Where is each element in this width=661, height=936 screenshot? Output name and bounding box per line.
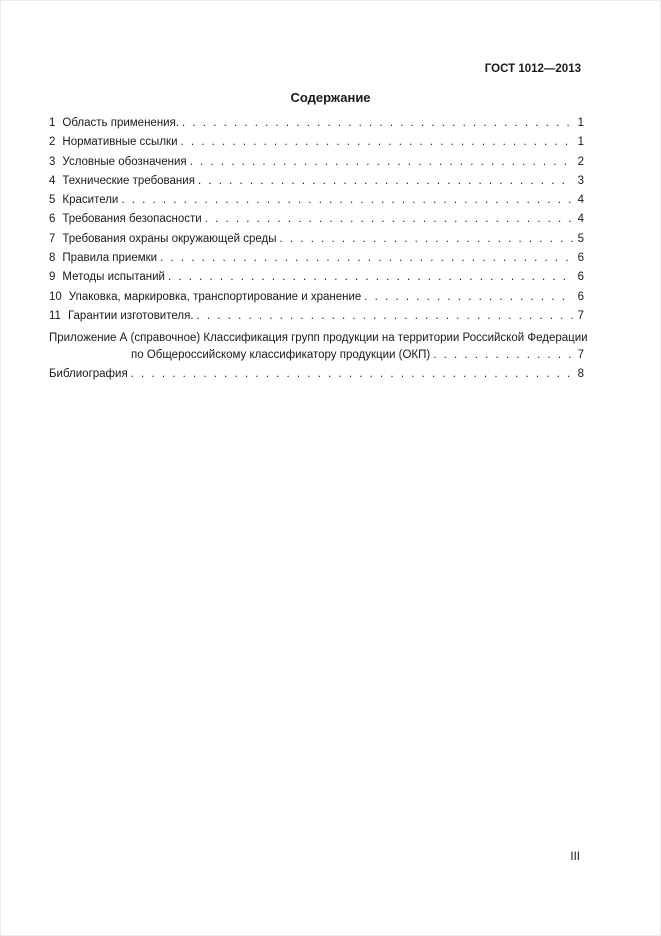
toc-entry-page: 2 (577, 155, 584, 168)
toc-entry (49, 252, 584, 271)
toc-dot-leader (280, 233, 573, 245)
toc-entry-label: Правила приемки (62, 252, 158, 265)
toc-bibliography-entry (49, 368, 584, 387)
toc-entry-number: 3 (49, 155, 56, 168)
toc-entry-page: 6 (577, 290, 584, 303)
toc-entry-page: 3 (577, 174, 584, 187)
toc-entry (49, 194, 584, 213)
toc-entry-label: Гарантии изготовителя. (67, 309, 194, 322)
toc-entry-number: 2 (49, 136, 56, 149)
toc-entry-label: Нормативные ссылки (62, 136, 178, 149)
toc-dot-leader (205, 213, 573, 225)
toc-dot-leader (198, 175, 573, 187)
toc-entry-label: Технические требования (62, 174, 195, 187)
toc-entry-number: 8 (49, 252, 56, 265)
toc-entry-number: 4 (49, 174, 56, 187)
toc-entry-page: 1 (577, 117, 584, 129)
toc-entry-label: Область применения. (62, 117, 180, 129)
toc-entry-number: 9 (49, 271, 56, 284)
toc-entry (49, 175, 584, 194)
toc-entry (49, 233, 584, 252)
toc-dot-leader (160, 252, 572, 264)
toc-dot-leader (190, 156, 573, 168)
toc-entry-page: 5 (577, 232, 584, 245)
toc-entry-page: 8 (577, 367, 584, 380)
toc-entry (49, 136, 584, 155)
toc-dot-leader (168, 271, 573, 283)
toc-entry (49, 291, 584, 310)
toc-entry-page: 4 (577, 213, 584, 226)
toc-entry-label: Требования охраны окружающей среды (62, 232, 277, 245)
toc-dot-leader (433, 349, 572, 361)
toc-entry-page: 4 (577, 194, 584, 207)
toc-dot-leader (364, 291, 572, 303)
toc-entry (49, 310, 584, 329)
toc-entry-label: Требования безопасности (62, 213, 202, 226)
toc-entry-page: 6 (577, 271, 584, 284)
toc-entry (49, 213, 584, 232)
toc-entry-page: 7 (577, 348, 584, 361)
toc-entry-label: Методы испытаний (62, 271, 165, 284)
toc-entry (49, 271, 584, 290)
toc-entry-number: 6 (49, 213, 56, 226)
toc-dot-leader (131, 368, 573, 380)
document-number: ГОСТ 1012—2013 (484, 63, 581, 75)
toc-entry-label: Упаковка, маркировка, транспортирование и хранение (68, 290, 362, 303)
toc-entry-number: 1 (49, 117, 56, 129)
toc-entry-label: Библиография (49, 367, 128, 380)
table-of-contents (49, 117, 588, 387)
toc-appendix-line2: по Общероссийскому классификатору продукции (ОКП) (131, 348, 431, 361)
toc-dot-leader (197, 310, 573, 322)
toc-entry-number: 10 (49, 290, 62, 303)
toc-entry (49, 156, 584, 175)
toc-entry (49, 117, 584, 136)
toc-dot-leader (121, 194, 572, 206)
toc-entry-page: 6 (577, 252, 584, 265)
toc-entry-label: Красители (62, 194, 119, 207)
page-number: III (570, 851, 580, 863)
toc-entry-number: 5 (49, 194, 56, 207)
toc-entry-number: 11 (49, 309, 61, 322)
toc-dot-leader (181, 136, 573, 148)
page-title: Содержание (290, 90, 371, 105)
toc-appendix-entry (49, 329, 588, 368)
toc-entry-page: 1 (577, 136, 584, 149)
toc-appendix-line1: Приложение А (справочное) Классификация групп продукции на территории Российской Федерации (49, 332, 588, 345)
toc-entry-number: 7 (49, 232, 56, 245)
toc-entry-label: Условные обозначения (62, 155, 187, 168)
toc-entry-page: 7 (577, 309, 584, 322)
toc-dot-leader (182, 117, 573, 129)
